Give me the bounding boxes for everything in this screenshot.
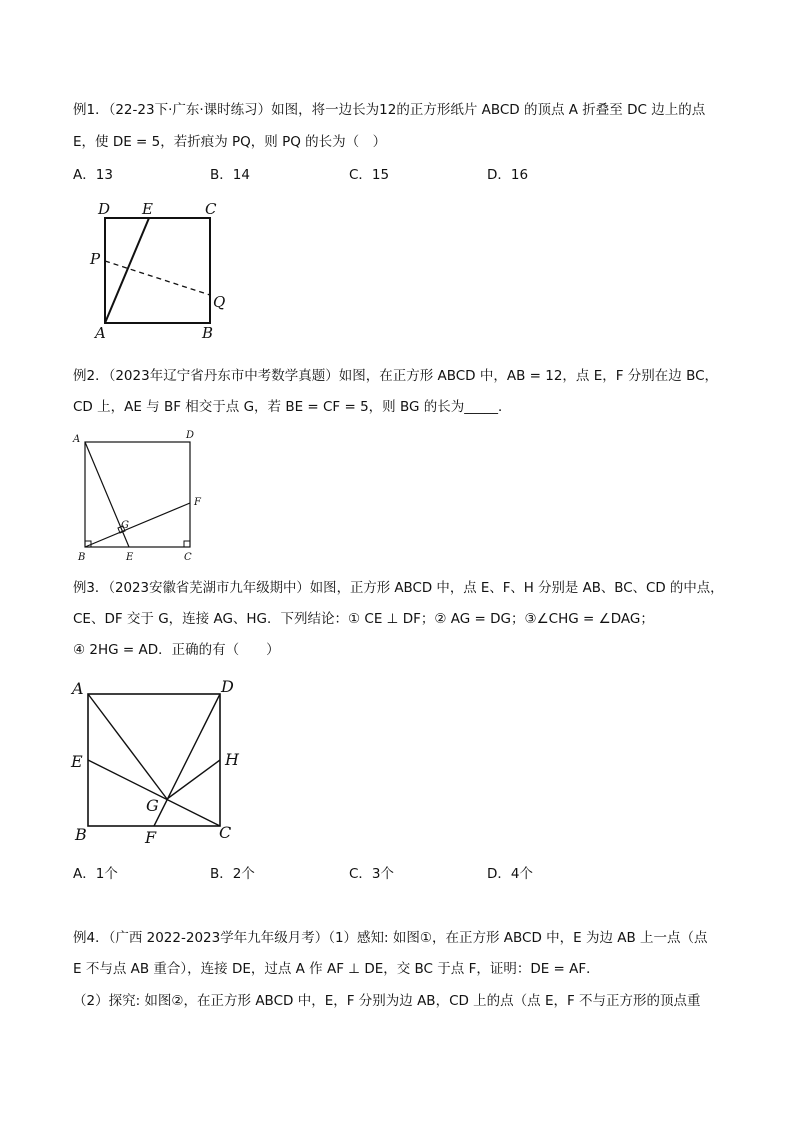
ex3-option-b[interactable]: B．2个	[210, 866, 255, 882]
ex1-option-b[interactable]: B．14	[210, 167, 250, 183]
ex1-option-d[interactable]: D．16	[487, 167, 529, 183]
ex1-line-1: 例1．（22-23下·广东·课时练习）如图，将一边长为12的正方形纸片 ABCD 的顶点 A 折叠至 DC 边上的点	[73, 102, 706, 118]
ex1-label-d: D	[98, 200, 111, 218]
ex3-line-2: CE、DF 交于 G，连接 AG、HG．下列结论：① CE ⊥ DF；② AG = DG；③∠CHG = ∠DAG；	[73, 611, 654, 627]
ex3-option-d[interactable]: D．4个	[487, 866, 533, 882]
ex2-label-c: C	[184, 552, 192, 563]
ex3-option-a[interactable]: A．1个	[73, 866, 118, 882]
ex3-label-b: B	[75, 825, 87, 844]
ex2-figure	[70, 428, 210, 568]
ex2-line-1: 例2．（2023年辽宁省丹东市中考数学真题）如图，在正方形 ABCD 中，AB = 12，点 E，F 分别在边 BC，	[73, 368, 719, 384]
ex1-figure	[80, 195, 250, 345]
ex3-line-3: ④ 2HG = AD．正确的有（ ）	[73, 642, 280, 658]
ex1-option-a[interactable]: A．13	[73, 167, 113, 183]
ex4-line-2: E 不与点 AB 重合），连接 DE，过点 A 作 AF ⊥ DE，交 BC 于点 F，证明：DE = AF．	[73, 961, 600, 977]
ex1-label-p: P	[90, 250, 101, 268]
ex3-label-a: A	[72, 679, 84, 698]
ex1-label-a: A	[95, 324, 106, 342]
ex2-label-g: G	[121, 520, 129, 531]
ex1-option-c[interactable]: C．15	[349, 167, 390, 183]
ex3-label-d: D	[221, 677, 234, 696]
ex1-label-b: B	[202, 324, 214, 342]
ex3-label-e: E	[71, 752, 83, 771]
ex3-line-1: 例3．（2023安徽省芜湖市九年级期中）如图，正方形 ABCD 中，点 E、F、H 分别是 AB、BC、CD 的中点，	[73, 580, 724, 596]
ex3-label-g: G	[146, 796, 159, 815]
ex1-options	[73, 165, 633, 185]
ex3-label-f: F	[145, 828, 157, 847]
ex2-label-e: E	[126, 552, 134, 563]
ex2-label-b: B	[78, 552, 86, 563]
ex1-label-c: C	[205, 200, 217, 218]
ex2-label-a: A	[73, 434, 81, 445]
ex3-label-h: H	[225, 750, 239, 769]
ex3-options	[73, 864, 633, 884]
ex1-line-2: E，使 DE = 5，若折痕为 PQ，则 PQ 的长为（ ）	[73, 134, 387, 150]
ex3-label-c: C	[219, 823, 232, 842]
ex2-label-d: D	[186, 430, 195, 441]
ex3-figure	[68, 670, 248, 850]
ex1-label-q: Q	[213, 293, 226, 311]
ex1-label-e: E	[142, 200, 153, 218]
ex4-line-1: 例4．（广西 2022-2023学年九年级月考）（1）感知: 如图①，在正方形 ABCD 中，E 为边 AB 上一点（点	[73, 930, 708, 946]
ex2-label-f: F	[194, 497, 201, 508]
ex3-option-c[interactable]: C．3个	[349, 866, 395, 882]
ex4-line-3: （2）探究: 如图②，在正方形 ABCD 中，E，F 分别为边 AB，CD 上的点（点 E，F 不与正方形的顶点重	[73, 993, 701, 1009]
ex2-line-2: CD 上，AE 与 BF 相交于点 G，若 BE = CF = 5，则 BG 的长为_____．	[73, 399, 512, 415]
